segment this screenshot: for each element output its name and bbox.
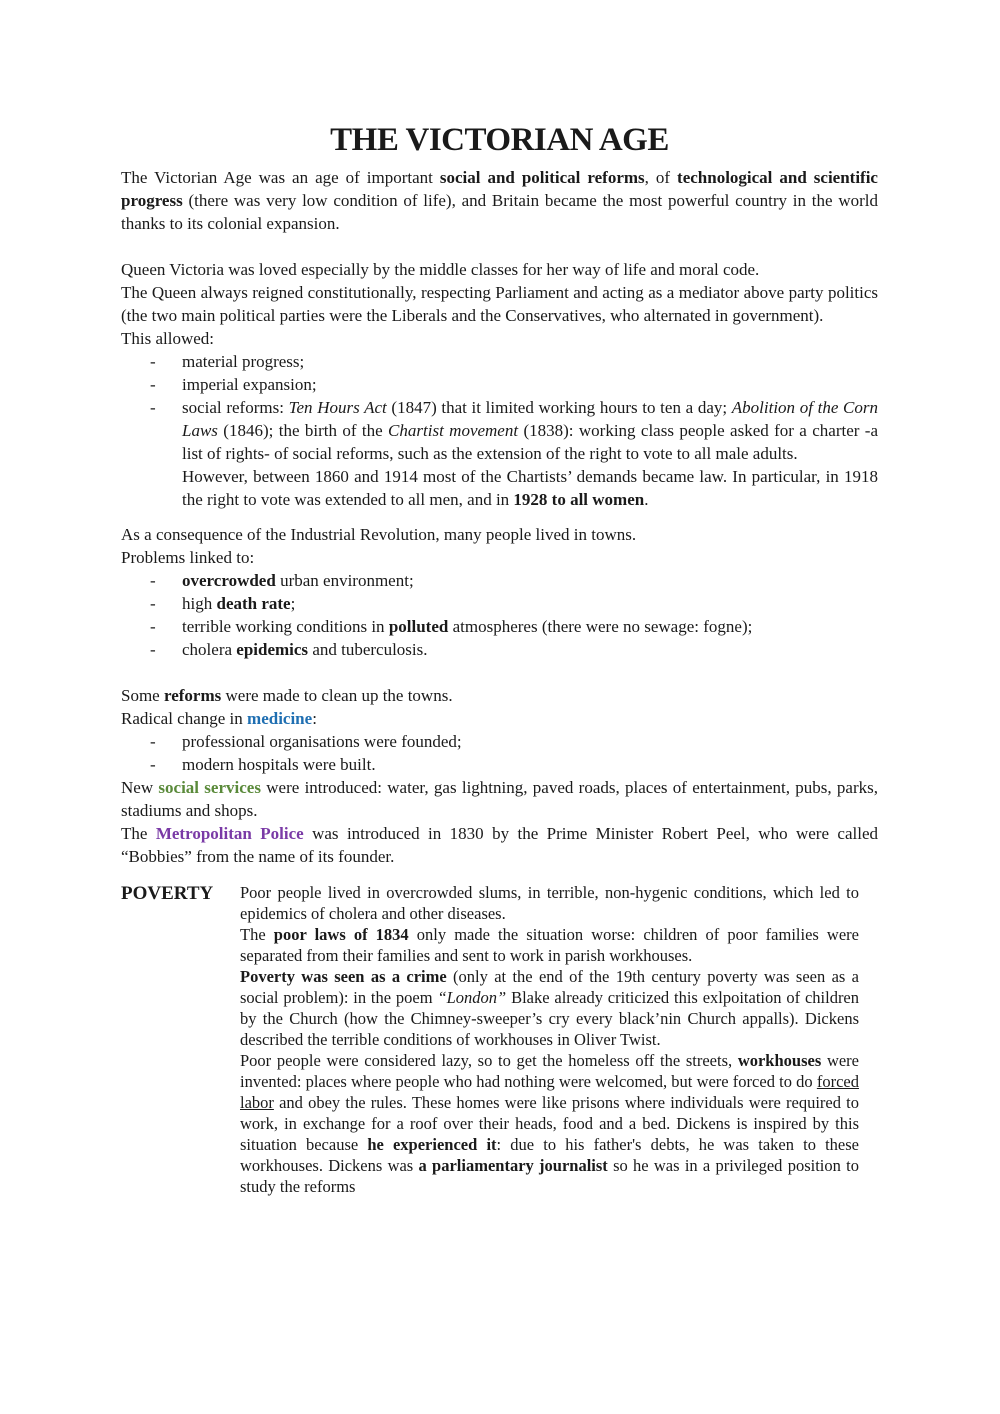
list-dash: - [150,755,156,774]
page-title: THE VICTORIAN AGE [330,122,669,158]
list-dash: - [150,640,156,659]
list-dash: - [150,398,156,417]
list-dash: - [150,594,156,613]
list-dash: - [150,352,156,371]
list-dash: - [150,617,156,636]
poverty-paragraph-3: Poverty was seen as a crime (only at the end of the 19th century poverty was seen as a social problem): in the poem “London” Blake already criticized this exlpoitation of children by the Church (how the Chimney-sweeper’s cry every black’nin Church appalls). Dickens described the terrible conditions of workhouses in Oliver Twist. [240,967,860,1049]
poverty-body [240,882,859,1197]
list-item: - modern hospitals were built. [150,755,376,774]
list-dash: - [150,571,156,590]
poverty-paragraph-1: Poor people lived in overcrowded slums, in terrible, non-hygenic conditions, which led to epidemics of cholera and other diseases. [240,883,859,923]
queen-paragraph-3: This allowed: [121,329,215,348]
social-services-paragraph: New social services were introduced: water, gas lightning, paved roads, places of entertainment, pubs, parks, stadiums and shops. [121,778,878,820]
queen-paragraph-1: Queen Victoria was loved especially by the middle classes for her way of life and moral code. [121,260,760,279]
reforms-paragraph-1: Some reforms were made to clean up the towns. [121,686,453,705]
intro-paragraph: The Victorian Age was an age of important social and political reforms, of technological and scientific progress (there was very low condition of life), and Britain became the most powerful country in the world thanks to its colonial expansion. [121,168,878,233]
list-item: - social reforms: Ten Hours Act (1847) that it limited working hours to ten a day; Abolition of the Corn Laws (1846); the birth of the Chartist movement (1838): working class people asked for a charter -a list of rights- of social reforms, such as the extension of the right to vote to all male adults. However, between 1860 and 1914 most of the Chartists’ demands became law. In particular, in 1918 the right to vote was extended to all men, and in 1928 to all women. [150,398,878,509]
list-item: - overcrowded urban environment; [150,571,414,590]
reforms-paragraph-2: Radical change in medicine: [121,709,317,728]
list-dash: - [150,732,156,751]
poverty-paragraph-2: The poor laws of 1834 only made the situation worse: children of poor families were separated from their families and sent to work in parish workhouses. [240,925,859,965]
problems-list [121,569,878,661]
industrial-paragraph-2: Problems linked to: [121,548,255,567]
list-item: - terrible working conditions in polluted atmospheres (there were no sewage: fogne); [150,617,753,636]
list-item: - imperial expansion; [150,375,317,394]
queen-paragraph-2: The Queen always reigned constitutionally, respecting Parliament and acting as a mediator above party politics (the two main political parties were the Liberals and the Conservatives, who alternated in government). [121,283,878,325]
list-dash: - [150,375,156,394]
poverty-heading: POVERTY [121,883,214,904]
medicine-list [121,730,878,776]
list-item: - professional organisations were founded; [150,732,462,751]
list-item-continuation: However, between 1860 and 1914 most of the Chartists’ demands became law. In particular, in 1918 the right to vote was extended to all men, and in 1928 to all women. [182,467,878,509]
list-item: - material progress; [150,352,305,371]
industrial-paragraph-1: As a consequence of the Industrial Revolution, many people lived in towns. [121,525,637,544]
allowed-list [121,350,878,511]
document-page [121,120,878,1197]
police-paragraph: The Metropolitan Police was introduced in 1830 by the Prime Minister Robert Peel, who were called “Bobbies” from the name of its founder. [121,824,878,866]
poverty-section [121,882,878,1197]
list-item: - high death rate; [150,594,296,613]
list-item: - cholera epidemics and tuberculosis. [150,640,428,659]
poverty-paragraph-4: Poor people were considered lazy, so to get the homeless off the streets, workhouses were invented: places where people who had nothing were welcomed, but were forced to do forced labor and obey the rules. These homes were like prisons where individuals were required to work, in exchange for a roof over their heads, food and a bed. Dickens is inspired by this situation because he experienced it: due to his father's debts, he was taken to these workhouses. Dickens was a parliamentary journalist so he was in a privileged position to study the reforms [240,1051,859,1196]
